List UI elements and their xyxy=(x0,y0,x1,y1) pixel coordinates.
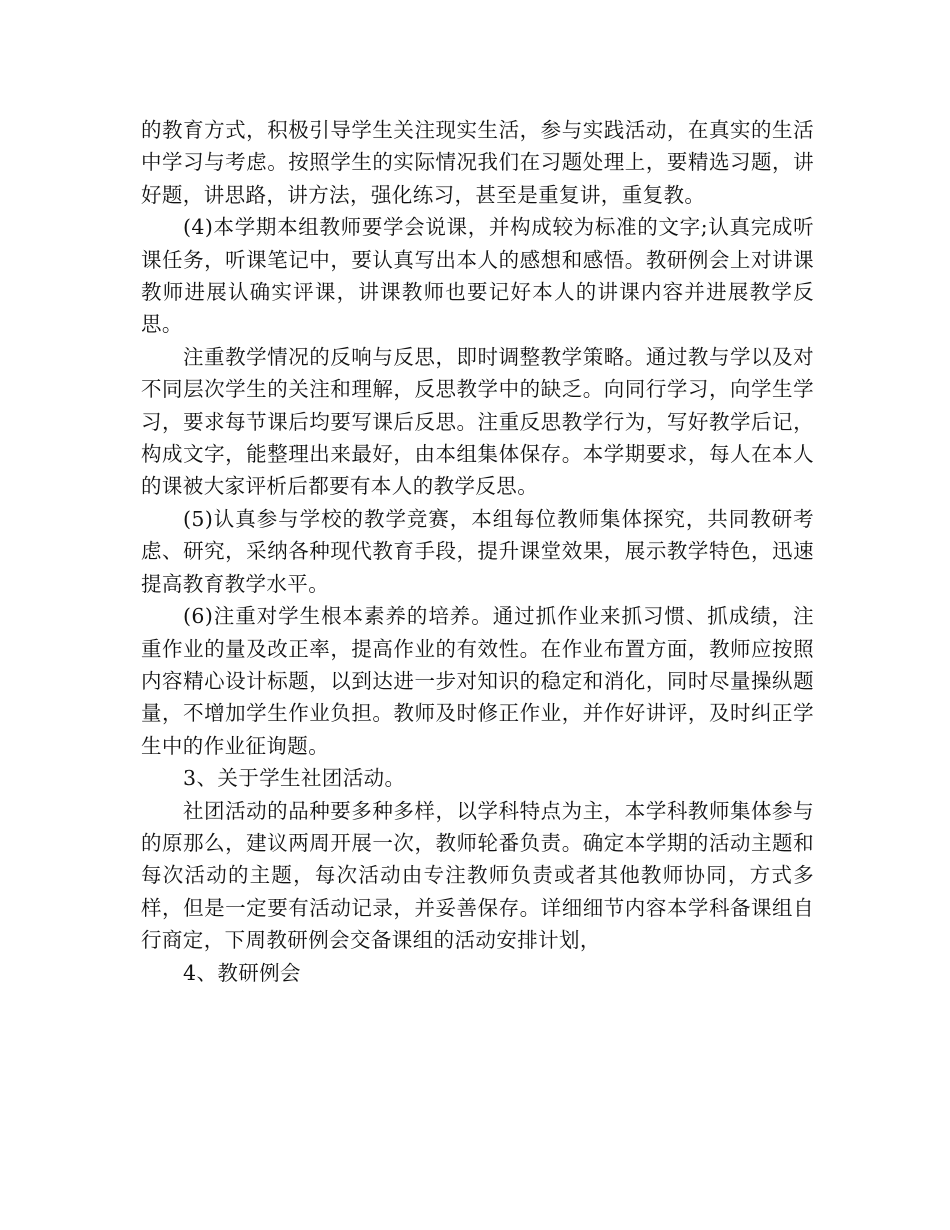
paragraph-continuation: 的教育方式，积极引导学生关注现实生活，参与实践活动，在真实的生活中学习与考虑。按照学生的实际情况我们在习题处理上，要精选习题，讲好题，讲思路，讲方法，强化练习，甚至是重复讲，重复教。 xyxy=(141,118,814,207)
section-heading-3: 3、关于学生社团活动。 xyxy=(183,766,406,791)
paragraph-item-5: (5)认真参与学校的教学竞赛，本组每位教师集体探究，共同教研考虑、研究，采纳各种现代教育手段，提升课堂效果，展示教学特色，迅速提高教育教学水平。 xyxy=(141,506,814,596)
paragraph-reflection: 注重教学情况的反响与反思，即时调整教学策略。通过教与学以及对不同层次学生的关注和理解，反思教学中的缺乏。向同行学习，向学生学习，要求每节课后均要写课后反思。注重反思教学行为，写好教学后记，构成文字，能整理出来最好，由本组集体保存。本学期要求，每人在本人的课被大家评析后都要有本人的教学反思。 xyxy=(141,344,814,499)
section-heading-4: 4、教研例会 xyxy=(183,960,301,985)
paragraph-item-4: (4)本学期本组教师要学会说课，并构成较为标准的文字;认真完成听课任务，听课笔记中，要认真写出本人的感想和感悟。教研例会上对讲课教师进展认确实评课，讲课教师也要记好本人的讲课内容并进展教学反思。 xyxy=(141,215,814,337)
paragraph-club-activities: 社团活动的品种要多种多样，以学科特点为主，本学科教师集体参与的原那么，建议两周开展一次，教师轮番负责。确定本学期的活动主题和每次活动的主题，每次活动由专注教师负责或者其他教师协同，方式多样，但是一定要有活动记录，并妥善保存。详细细节内容本学科备课组自行商定，下周教研例会交备课组的活动安排计划， xyxy=(141,798,814,953)
paragraph-item-6: (6)注重对学生根本素养的培养。通过抓作业来抓习惯、抓成绩，注重作业的量及改正率，提高作业的有效性。在作业布置方面，教师应按照内容精心设计标题，以到达进一步对知识的稳定和消化，同时尽量操纵题量，不增加学生作业负担。教师及时修正作业，并作好讲评，及时纠正学生中的作业征询题。 xyxy=(141,604,814,758)
document-body xyxy=(141,114,814,989)
